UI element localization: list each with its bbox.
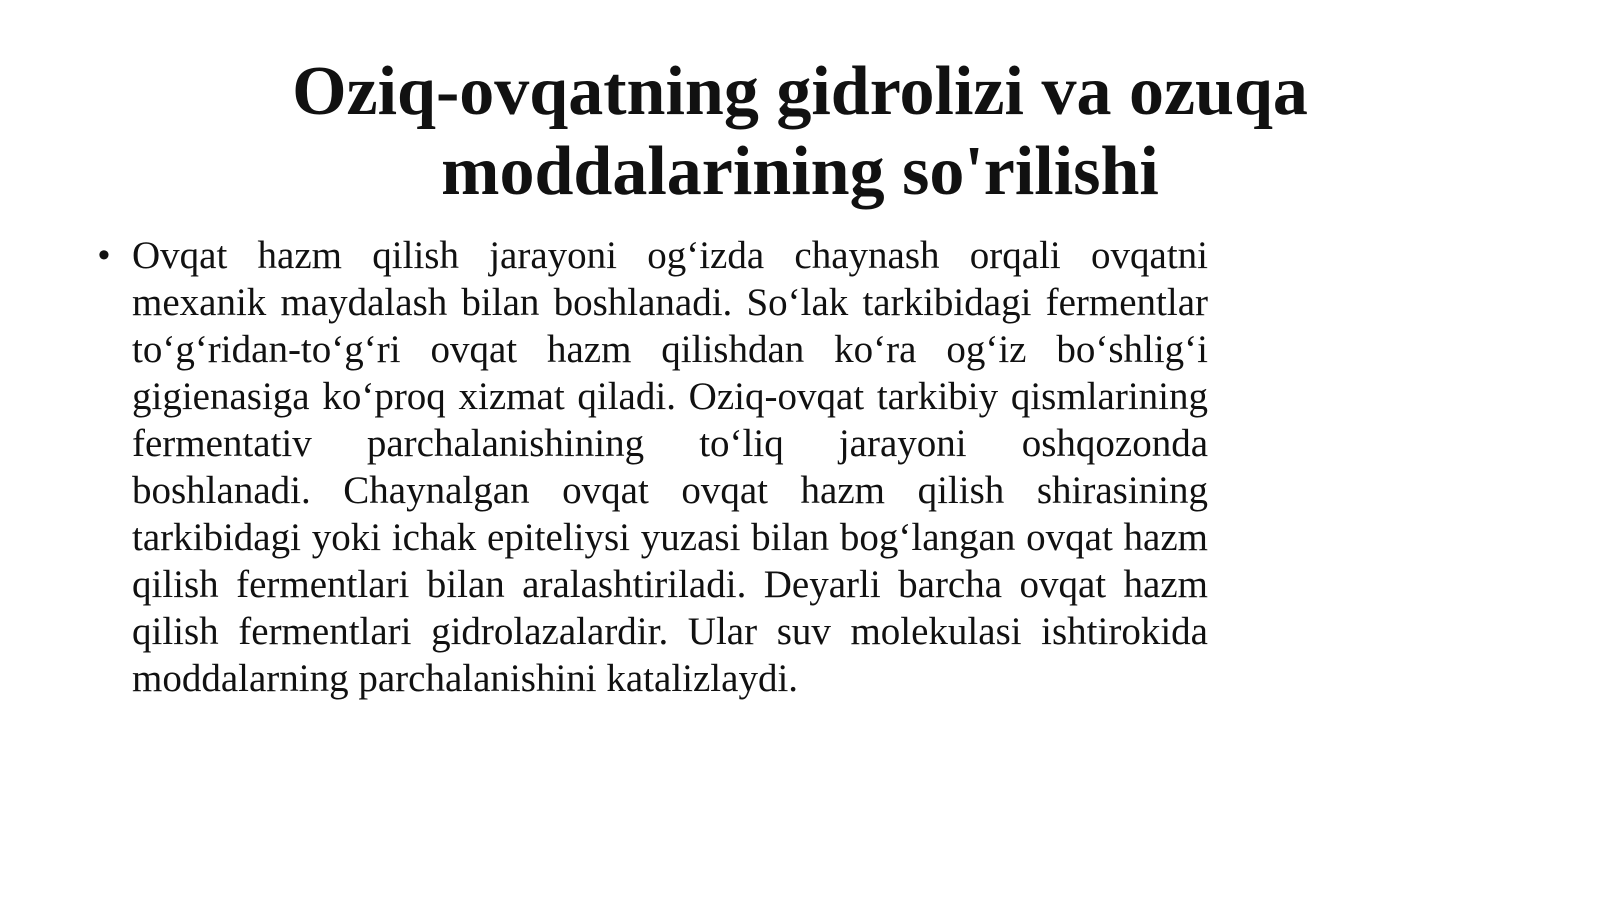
bullet-item	[98, 232, 1208, 702]
bullet-list	[98, 232, 1208, 702]
bullet-text: Ovqat hazm qilish jarayoni og‘izda chaynash orqali ovqatni mexanik maydalash bilan boshlanadi. So‘lak tarkibidagi fermentlar to‘g‘ridan-to‘g‘ri ovqat hazm qilishdan ko‘ra og‘iz bo‘shlig‘i gigienasiga ko‘proq xizmat qiladi. Oziq-ovqat tarkibiy qismlarining fermentativ parchalanishining to‘liq jarayoni oshqozonda boshlanadi. Chaynalgan ovqat ovqat hazm qilish shirasining tarkibidagi yoki ichak epiteliysi yuzasi bilan bog‘langan ovqat hazm qilish fermentlari bilan aralashtiriladi. Deyarli barcha ovqat hazm qilish fermentlari gidrolazalardir. Ular suv molekulasi ishtirokida moddalarning parchalanishini katalizlaydi.	[132, 234, 1208, 700]
bullet-marker: •	[98, 236, 110, 274]
slide-title: Oziq-ovqatning gidrolizi va ozuqa moddalarining so'rilishi	[292, 53, 1308, 210]
